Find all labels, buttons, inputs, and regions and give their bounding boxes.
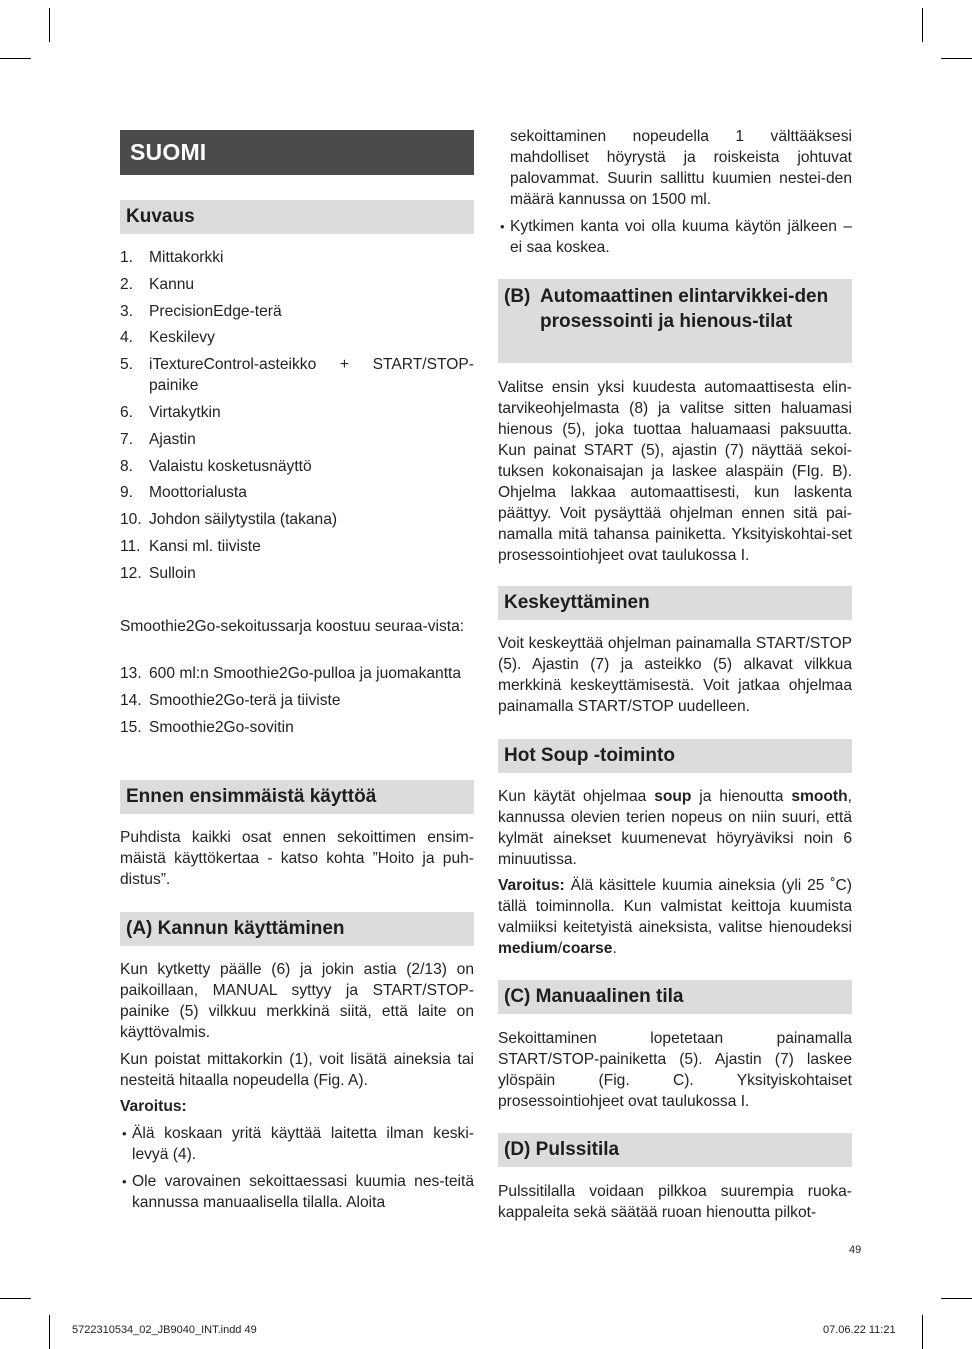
list-item: • Älä koskaan yritä käyttää laitetta ilman keski-levyä (4). [120,1123,474,1165]
list-item: 15. Smoothie2Go-sovitin [120,718,294,736]
list-item: 5. iTextureControl-asteikko + START/STOP-painike [120,356,474,395]
section-a-paragraph-2: Kun poistat mittakorkin (1), voit lisätä aineksia tai nesteitä hitaalla nopeudella (Fig. A). [120,1051,474,1089]
page-number: 49 [849,1244,862,1256]
kit-list [120,663,474,743]
list-item: 7. Ajastin [120,430,196,448]
section-c-text: Sekoittaminen lopetetaan painamalla START/STOP-painiketta (5). Ajastin (7) laskee ylöspäin (Fig. C). Yksityiskohtaiset prosessointiohjeet ovat taulukossa I. [498,1030,852,1110]
footer-file: 5722310534_02_JB9040_INT.indd 49 [72,1324,257,1336]
section-heading-b: (B) Automaattinen elintarvikkei-den prosessointi ja hienous-tilat [498,279,852,363]
warning-label: Varoitus: [120,1098,187,1115]
list-item: 2. Kannu [120,275,195,293]
section-heading-hot-soup: Hot Soup -toiminto [498,739,852,773]
crop-mark [49,8,50,42]
crop-mark [0,58,31,59]
warning-list-continued [498,216,852,264]
parts-list [120,247,474,590]
list-item: • Kytkimen kanta voi olla kuuma käytön jälkeen – ei saa koskea. [498,216,852,258]
section-a-paragraph-1: Kun kytketty päälle (6) ja jokin astia (2/13) on paikoillaan, MANUAL syttyy ja START/STOP-painike (5) vilkkuu merkkinä siitä, että laite on käyttövalmis. [120,961,474,1041]
pause-text: Voit keskeyttää ohjelman painamalla START/STOP (5). Ajastin (7) ja asteikko (5) alkavat vilkkua merkkinä keskeyttämisestä. Voit jatkaa ohjelmaa painamalla START/STOP uudelleen. [498,635,852,715]
crop-mark [922,1315,923,1349]
list-item: 11. Kansi ml. tiiviste [120,537,261,555]
crop-mark [941,58,972,59]
list-item: 9. Moottorialusta [120,484,247,502]
list-item: • Ole varovainen sekoittaessasi kuumia nes-teitä kannussa manuaalisella tilalla. Aloita [120,1171,474,1213]
list-item: 13. 600 ml:n Smoothie2Go-pulloa ja juomakantta [120,665,462,682]
list-item: 1. Mittakorkki [120,249,224,266]
warning-list [120,1123,474,1219]
footer-date: 07.06.22 11:21 [823,1324,896,1336]
section-heading-c: (C) Manuaalinen tila [498,980,852,1014]
hot-soup-warning: Varoitus: Älä käsittele kuumia aineksia (yli 25 ˚C) tällä toiminnolla. Kun valmistat keittoja kuumista valmiiksi keitetyistä aineksista, valitse hienoudeksi medium/coarse. [498,877,852,957]
section-heading-d: (D) Pulssitila [498,1133,852,1167]
crop-mark [49,1315,50,1349]
hot-soup-paragraph: Kun käytät ohjelmaa soup ja hienoutta smooth, kannussa olevien terien nopeus on niin suuri, että kylmät ainekset kuumenevat höyryäviksi noin 6 minuutissa. [498,788,852,868]
list-item: 6. Virtakytkin [120,403,221,421]
section-heading-description: Kuvaus [120,200,474,234]
crop-mark [941,1298,972,1299]
crop-mark [922,8,923,42]
section-heading-pause: Keskeyttäminen [498,586,852,620]
bullet-continuation: sekoittaminen nopeudella 1 välttääksesi mahdolliset höyrystä ja roiskeista johtuvat palovammat. Suurin sallittu kuumien nestei-den määrä kannussa on 1500 ml. [510,128,852,208]
before-first-use-text: Puhdista kaikki osat ennen sekoittimen ensim-mäistä käyttökertaa - katso kohta ”Hoito ja puh-distus”. [120,829,474,888]
list-item: 10. Johdon säilytystila (takana) [120,511,338,529]
list-item: 4. Keskilevy [120,329,215,347]
section-heading-a: (A) Kannun käyttäminen [120,912,474,946]
crop-mark [0,1298,31,1299]
list-item: 14. Smoothie2Go-terä ja tiiviste [120,691,341,709]
section-b-text: Valitse ensin yksi kuudesta automaattisesta elin-tarvikeohjelmasta (8) ja valitse sitten haluamasi hienous (5), joka tuottaa haluamaasi paksuutta. Kun painat START (5), ajastin (7) näyttää sekoi-tuksen kokonaisajan ja laskee alaspäin (FIg. B). Ohjelma lakkaa automaattisesti, kun laskenta päättyy. Voit pysäyttää ohjelman ennen sitä pai-namalla mitä tahansa painiketta. Yksityiskohtai-set prosessointiohjeet ovat taulukossa I. [498,379,852,564]
page-title: SUOMI [120,130,474,175]
section-d-text: Pulssitilalla voidaan pilkkoa suurempia ruoka-kappaleita sekä säätää ruoan hienoutta pilkot- [498,1183,852,1221]
list-item: 3. PrecisionEdge-terä [120,302,282,320]
kit-intro: Smoothie2Go-sekoitussarja koostuu seuraa-vista: [120,618,465,635]
section-heading-before-first-use: Ennen ensimmäistä käyttöä [120,780,474,814]
list-item: 12. Sulloin [120,564,196,582]
list-item: 8. Valaistu kosketusnäyttö [120,457,312,475]
